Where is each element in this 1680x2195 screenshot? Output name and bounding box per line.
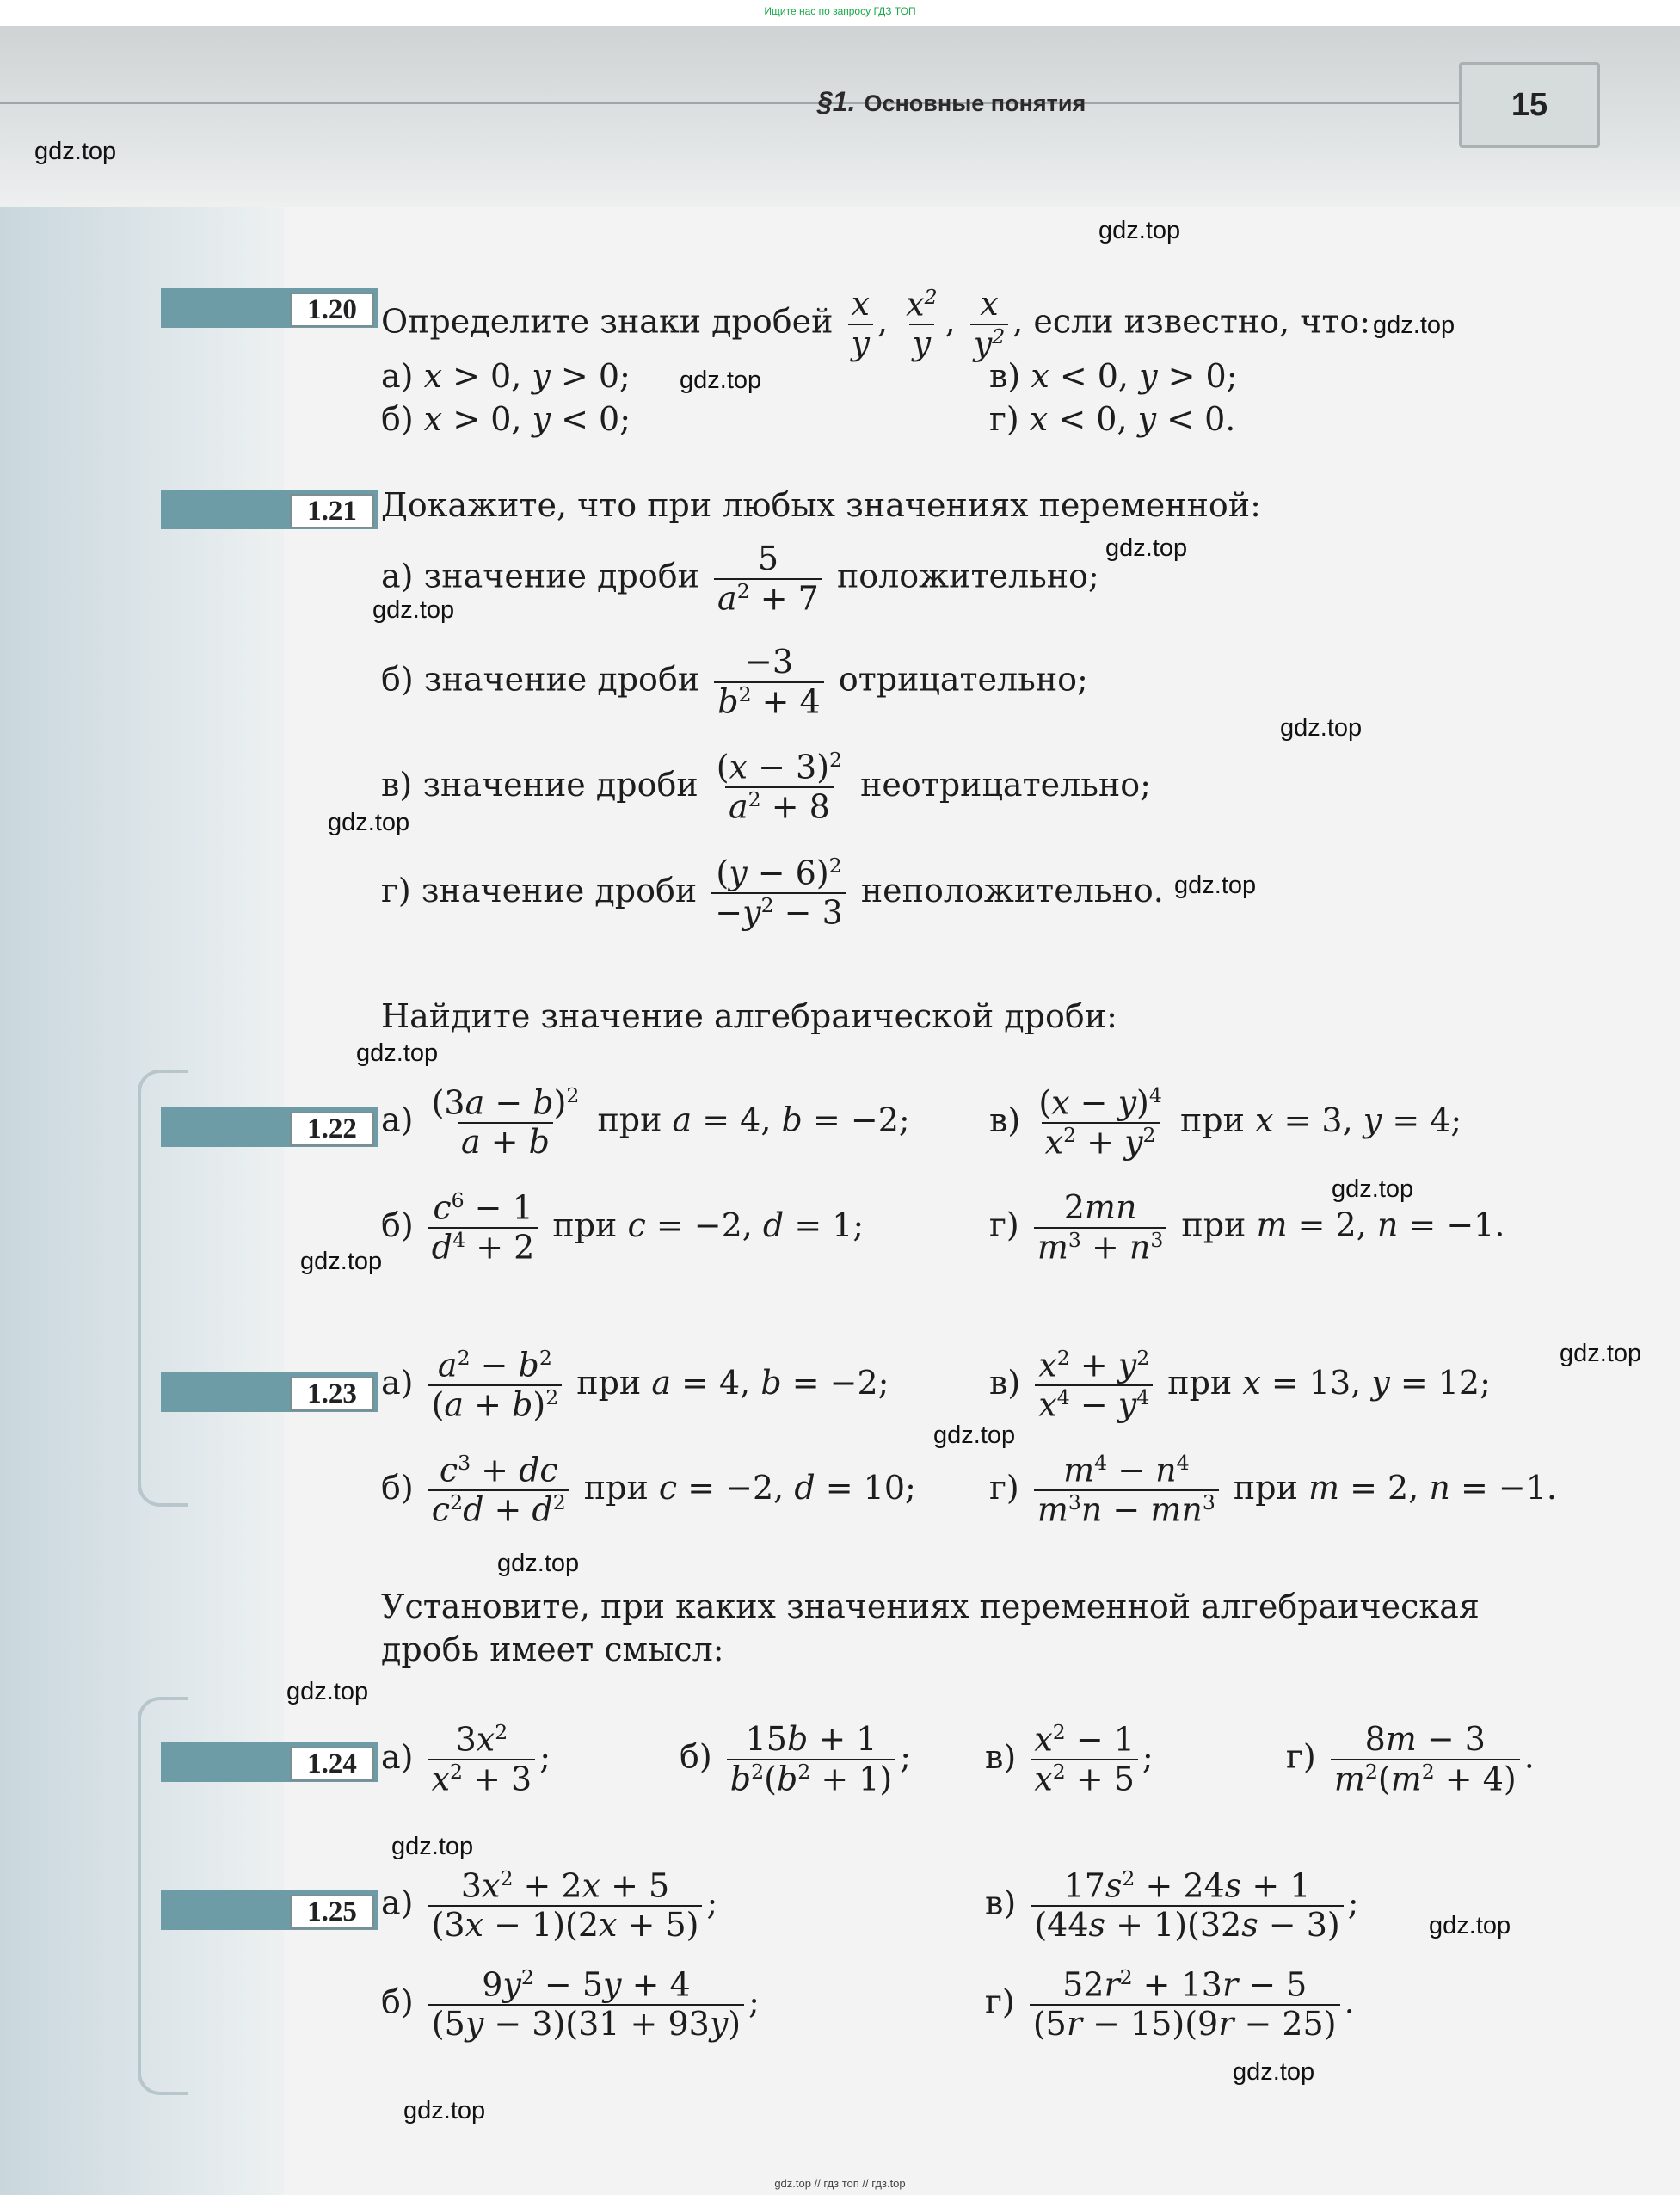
exercise-1-22-a: а) $\frac{(3a - b)^2}{a + b}$ при a = 4, b = −2; bbox=[381, 1083, 910, 1162]
exercise-1-23-b: б) $\frac{c^3 + dc}{c^2d + d^2}$ при c = −2, d = 10; bbox=[381, 1451, 916, 1529]
exercise-1-21-v: в) значение дроби $\frac{(x - 3)^2}{a^2 + 8}$ неотрицательно; bbox=[381, 748, 1151, 826]
exercise-1-23-v: в) $\frac{x^2 + y^2}{x^4 - y^4}$ при x = 13, y = 12; bbox=[989, 1346, 1491, 1424]
exercise-tag bbox=[161, 490, 378, 529]
watermark: gdz.top bbox=[1332, 1175, 1414, 1203]
header-rule bbox=[0, 102, 1462, 104]
exercise-1-25-a: а) $\frac{3x^2 + 2x + 5}{(3x - 1)(2x + 5)}$ ; bbox=[381, 1866, 718, 1945]
exercise-1-20-g: г) x < 0, y < 0. bbox=[989, 400, 1236, 438]
exercise-number: 1.25 bbox=[290, 1895, 374, 1929]
watermark: gdz.top bbox=[372, 596, 455, 624]
section-number: §1. bbox=[817, 86, 856, 117]
page-number: 15 bbox=[1459, 62, 1600, 148]
top-note: Ищите нас по запросу ГДЗ ТОП bbox=[764, 5, 916, 17]
exercise-1-22-g: г) $\frac{2mn}{m^3 + n^3}$ при m = 2, n = −1. bbox=[989, 1188, 1505, 1267]
exercise-tag bbox=[161, 1372, 378, 1412]
exercise-1-22-b: б) $\frac{c^6 - 1}{d^4 + 2}$ при c = −2, d = 1; bbox=[381, 1188, 865, 1267]
exercise-1-24-intro-line1: Установите, при каких значениях переменной алгебраическая bbox=[381, 1588, 1480, 1625]
watermark: gdz.top bbox=[933, 1421, 1016, 1449]
exercise-tag bbox=[161, 1890, 378, 1930]
exercise-number: 1.22 bbox=[290, 1112, 374, 1146]
section-name: Основные понятия bbox=[864, 90, 1086, 116]
watermark: gdz.top bbox=[328, 809, 410, 836]
exercise-1-24-a: а) $\frac{3x^2}{x^2 + 3}$ ; bbox=[381, 1720, 551, 1798]
watermark: gdz.top bbox=[1373, 311, 1455, 339]
exercise-1-24-g: г) $\frac{8m - 3}{m^2(m^2 + 4)}$ . bbox=[1286, 1720, 1535, 1798]
watermark: gdz.top bbox=[403, 2097, 486, 2124]
exercise-1-20-prompt: Определите знаки дробей $\frac{x}{y}$ , $\frac{x^2}{y}$ , $\frac{x}{y^2}$ , если известно, что: bbox=[381, 285, 1371, 363]
exercise-number: 1.23 bbox=[290, 1377, 374, 1411]
watermark: gdz.top bbox=[391, 1833, 474, 1860]
exercise-tag bbox=[161, 288, 378, 328]
exercise-1-23-g: г) $\frac{m^4 - n^4}{m^3n - mn^3}$ при m = 2, n = −1. bbox=[989, 1451, 1557, 1529]
watermark: gdz.top bbox=[356, 1039, 439, 1067]
exercise-number: 1.21 bbox=[290, 494, 374, 528]
bottom-note: gdz.top // гдз топ // гдз.top bbox=[774, 2177, 906, 2190]
exercise-tag bbox=[161, 1742, 378, 1782]
watermark: gdz.top bbox=[1560, 1340, 1642, 1367]
watermark: gdz.top bbox=[1174, 872, 1257, 899]
watermark: gdz.top bbox=[1280, 714, 1363, 742]
exercise-1-25-v: в) $\frac{17s^2 + 24s + 1}{(44s + 1)(32s - 3)}$ ; bbox=[985, 1866, 1359, 1945]
exercise-1-22-v: в) $\frac{(x - y)^4}{x^2 + y^2}$ при x = 3, y = 4; bbox=[989, 1083, 1462, 1162]
exercise-number: 1.24 bbox=[290, 1747, 374, 1781]
exercise-1-21-intro: Докажите, что при любых значениях переменной: bbox=[381, 486, 1261, 524]
section-title bbox=[817, 86, 1086, 118]
watermark: gdz.top bbox=[1098, 217, 1181, 244]
exercise-number: 1.20 bbox=[290, 293, 374, 327]
watermark: gdz.top bbox=[34, 138, 117, 165]
exercise-1-24-intro-line2: дробь имеет смысл: bbox=[381, 1631, 724, 1668]
watermark: gdz.top bbox=[680, 367, 762, 394]
watermark: gdz.top bbox=[300, 1248, 383, 1275]
exercise-1-23-a: а) $\frac{a^2 - b^2}{(a + b)^2}$ при a = 4, b = −2; bbox=[381, 1346, 889, 1424]
exercise-1-21-b: б) значение дроби $\frac{-3}{b^2 + 4}$ отрицательно; bbox=[381, 643, 1088, 721]
exercise-1-20-b: б) x > 0, y < 0; bbox=[381, 400, 631, 438]
watermark: gdz.top bbox=[1105, 534, 1188, 562]
exercise-1-21-g: г) значение дроби $\frac{(y - 6)^2}{-y^2 - 3}$ неположительно. bbox=[381, 854, 1164, 932]
exercise-1-25-b: б) $\frac{9y^2 - 5y + 4}{(5y - 3)(31 + 93y)}$ ; bbox=[381, 1965, 760, 2044]
exercise-1-20-a: а) x > 0, y > 0; bbox=[381, 357, 631, 395]
watermark: gdz.top bbox=[497, 1550, 580, 1577]
exercise-1-21-a: а) значение дроби $\frac{5}{a^2 + 7}$ положительно; bbox=[381, 540, 1099, 618]
watermark: gdz.top bbox=[1429, 1912, 1511, 1939]
exercise-tag bbox=[161, 1107, 378, 1147]
exercise-1-25-g: г) $\frac{52r^2 + 13r - 5}{(5r - 15)(9r - 25)}$ . bbox=[985, 1965, 1355, 2044]
watermark: gdz.top bbox=[286, 1678, 369, 1705]
exercise-1-24-v: в) $\frac{x^2 - 1}{x^2 + 5}$ ; bbox=[985, 1720, 1154, 1798]
exercise-1-20-v: в) x < 0, y > 0; bbox=[989, 357, 1238, 395]
exercise-1-22-intro: Найдите значение алгебраической дроби: bbox=[381, 997, 1117, 1035]
watermark: gdz.top bbox=[1233, 2058, 1315, 2086]
exercise-1-24-b: б) $\frac{15b + 1}{b^2(b^2 + 1)}$ ; bbox=[680, 1720, 912, 1798]
